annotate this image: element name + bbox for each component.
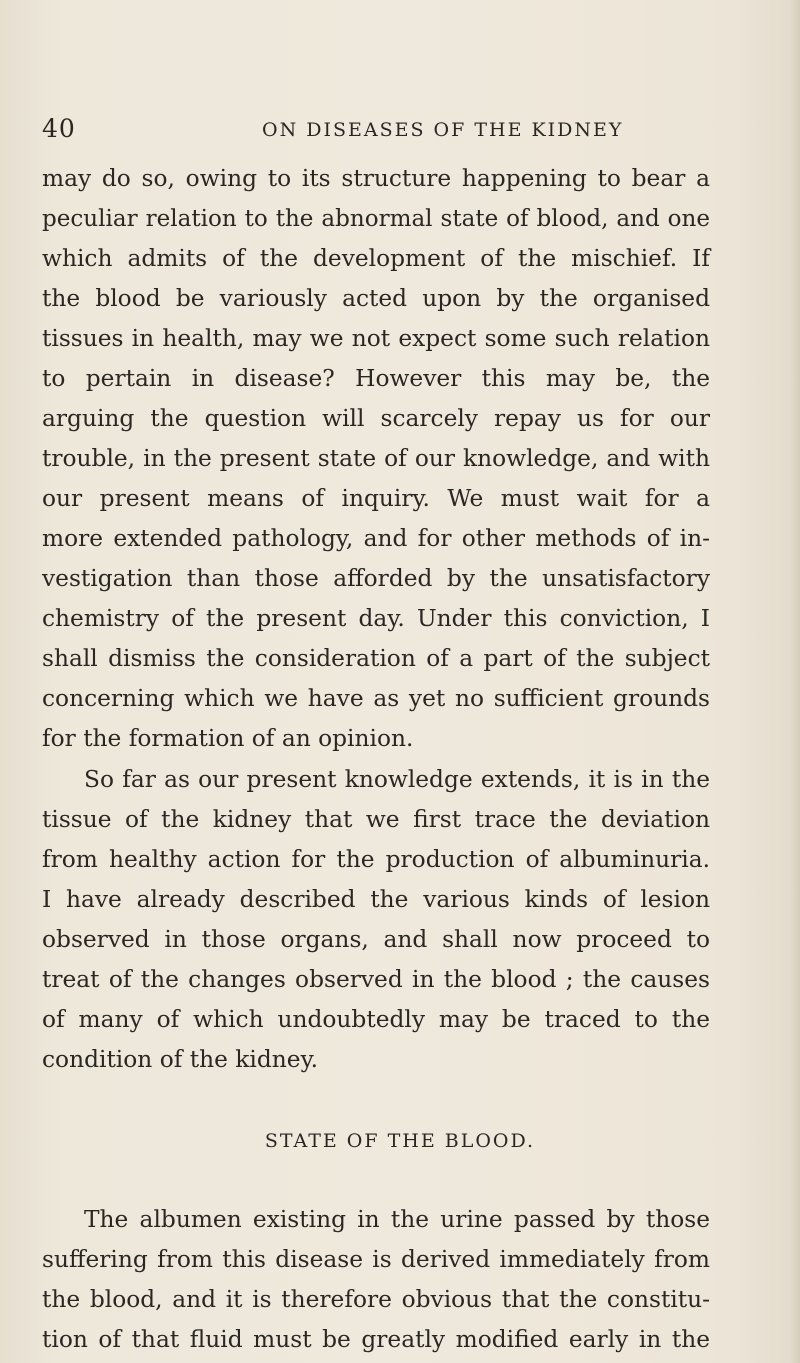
text-line: concerning which we have as yet no sufficient grounds xyxy=(42,685,710,712)
text-line: peculiar relation to the abnormal state of blood, and one xyxy=(42,206,710,232)
text-line: more extended pathology, and for other methods of in- xyxy=(42,525,710,552)
text-line: of many of which undoubtedly may be traced to the xyxy=(42,1006,710,1033)
text-line: which admits of the development of the mischief. If xyxy=(42,245,710,272)
text-line: So far as our present knowledge extends, it is in the xyxy=(84,766,710,793)
text-line: observed in those organs, and shall now proceed to xyxy=(42,926,710,953)
text-line: chemistry of the present day. Under this conviction, I xyxy=(42,605,710,632)
section-heading: STATE OF THE BLOOD. xyxy=(264,1130,536,1152)
page-header xyxy=(42,114,742,144)
running-head: ON DISEASES OF THE KIDNEY xyxy=(262,119,624,141)
text-line: tissues in health, may we not expect some such relation xyxy=(42,325,710,352)
page-number: 40 xyxy=(42,114,76,143)
text-line: vestigation than those afforded by the unsatisfactory xyxy=(42,565,710,592)
text-line: condition of the kidney. xyxy=(42,1046,319,1073)
text-line: arguing the question will scarcely repay us for our xyxy=(42,405,710,432)
text-line: shall dismiss the consideration of a part of the subject xyxy=(42,645,710,672)
text-line: for the formation of an opinion. xyxy=(42,725,414,752)
text-line: suffering from this disease is derived immediately from xyxy=(42,1246,710,1273)
text-line: tion of that fluid must be greatly modified early in the xyxy=(42,1326,710,1353)
text-line: to pertain in disease? However this may be, the xyxy=(42,365,710,392)
text-line: The albumen existing in the urine passed by those xyxy=(84,1206,710,1233)
text-line: I have already described the various kinds of lesion xyxy=(42,886,710,913)
text-line: trouble, in the present state of our knowledge, and with xyxy=(42,445,710,472)
text-line: our present means of inquiry. We must wait for a xyxy=(42,485,710,512)
text-line: from healthy action for the production of albuminuria. xyxy=(42,846,710,873)
text-line: the blood be variously acted upon by the organised xyxy=(42,285,710,312)
page-edge-shadow xyxy=(790,0,800,1363)
text-line: tissue of the kidney that we first trace the deviation xyxy=(42,806,710,833)
text-line: the blood, and it is therefore obvious that the constitu- xyxy=(42,1286,710,1313)
text-line: treat of the changes observed in the blood ; the causes xyxy=(42,966,710,993)
text-line: may do so, owing to its structure happening to bear a xyxy=(42,165,710,192)
